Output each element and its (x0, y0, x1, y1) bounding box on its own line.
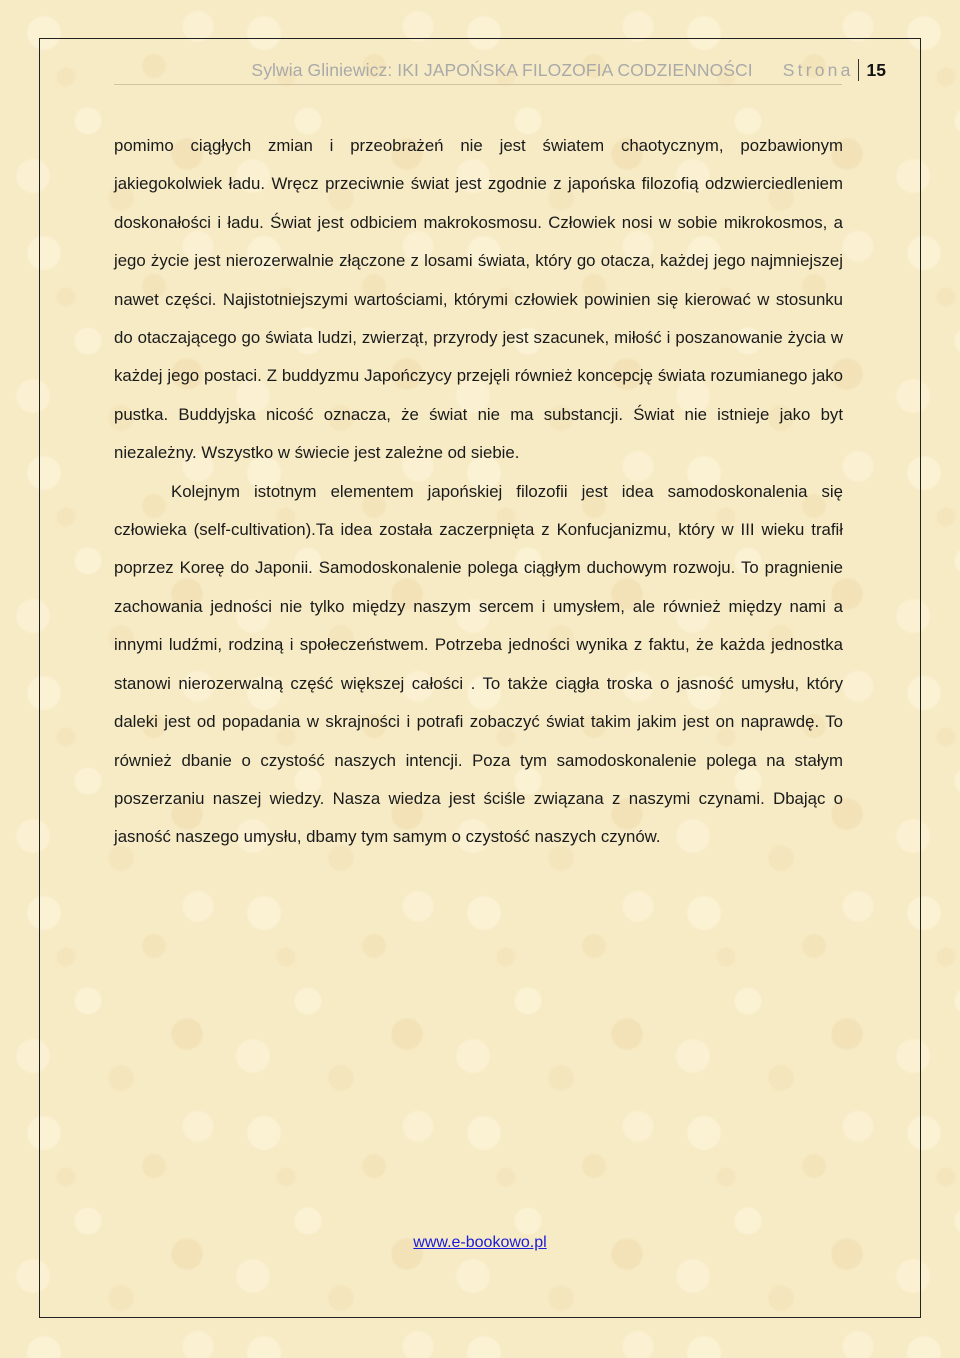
body-text (114, 127, 843, 857)
footer-website-link[interactable]: www.e-bookowo.pl (413, 1234, 547, 1251)
paragraph: pomimo ciągłych zmian i przeobrażeń nie jest światem chaotycznym, pozbawionym jakiegokolwiek ładu. Wręcz przeciwnie świat jest zgodnie z japońska filozofią odzwierciedleniem doskonałości i ładu. Świat jest odbiciem makrokosmosu. Człowiek nosi w sobie mikrokosmos, a jego życie jest nierozerwalnie złączone z losami świata, który go otacza, każdej jego najmniejszej nawet części. Najistotniejszymi wartościami, którymi człowiek powinien się kierować w stosunku do otaczającego go świata ludzi, zwierząt, przyrody jest szacunek, miłość i poszanowanie życia w każdej jego postaci. Z buddyzmu Japończycy przejęli również koncepcję świata rozumianego jako pustka. Buddyjska nicość oznacza, że świat nie ma substancji. Świat nie istnieje jako byt niezależny. Wszystko w świecie jest zależne od siebie. (114, 136, 843, 463)
paragraph: Kolejnym istotnym elementem japońskiej filozofii jest idea samodoskonalenia się człowieka (self-cultivation).Ta idea została zaczerpnięta z Konfucjanizmu, który w III wieku trafił poprzez Koreę do Japonii. Samodoskonalenie polega ciągłym duchowym rozwoju. To pragnienie zachowania jedności nie tylko między naszym sercem i umysłem, ale również między nami a innymi ludźmi, rodziną i społeczeństwem. Potrzeba jedności wynika z faktu, że każda jednostka stanowi nierozerwalną część większej całości . To także ciągła troska o jasność umysłu, który daleki jest od popadania w skrajności i potrafi zobaczyć świat takim jakim jest on naprawdę. To również dbanie o czystość naszych intencji. Poza tym samodoskonalenie polega na stałym poszerzaniu naszej wiedzy. Nasza wiedza jest ściśle związana z naszymi czynami. Dbając o jasność naszego umysłu, dbamy tym samym o czystość naszych czynów. (114, 481, 843, 847)
page-number: 15 (866, 59, 886, 80)
running-header (251, 56, 886, 84)
header-title: Sylwia Gliniewicz: IKI JAPOŃSKA FILOZOFIA CODZIENNOŚCI (251, 59, 753, 80)
page-label: Strona (782, 59, 854, 80)
header-rule (114, 84, 842, 85)
header-separator (858, 59, 859, 81)
